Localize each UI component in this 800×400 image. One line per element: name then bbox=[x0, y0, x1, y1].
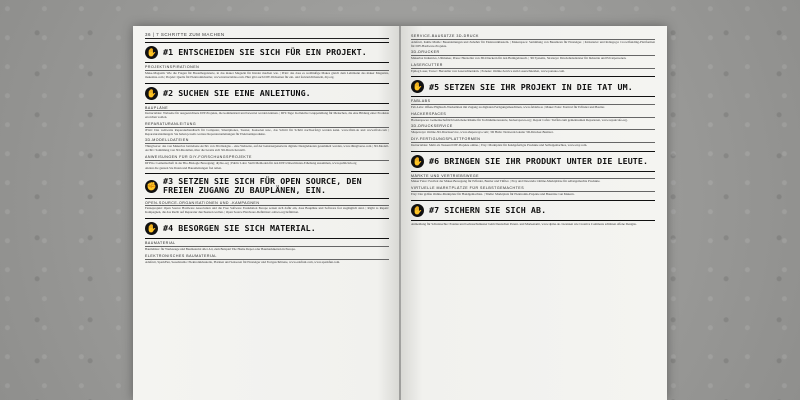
paragraph: Instructables: Webseite für ausgezeichnete DIY-Projekte, die kommentiert und bewertet werden können. | DIY-Tage: Kollektive Gruppentilung für Menschen, die eine Bildung einer Produkte erreichen wollen. bbox=[145, 111, 389, 120]
step-1-heading bbox=[145, 42, 389, 63]
paragraph: Anmeldung für Schutzrechte: Patente und Gebrauchsmuster beim Deutschen Patent- und Markenamt, www.dpma.de. Lizenzen wie Creative Commons schützen offene Designs. bbox=[411, 221, 637, 226]
section-heading: FABLABS bbox=[411, 99, 655, 105]
section-heading: 3D-DRUCKSERVICE bbox=[411, 124, 655, 130]
paragraph: Fab-Labs: Offene Hightech-Werkstätten mit Zugang zu digitalen Fertigungsmaschinen, www.fablabs.io | Maker Faire: Festival für Erfinder und Bastler. bbox=[411, 105, 605, 110]
hand-icon: ✋ bbox=[146, 224, 157, 234]
section-heading: 3D-MODELLDATEIEN bbox=[145, 138, 389, 144]
hand-icon: ✋ bbox=[146, 48, 157, 57]
step-6-title: #6 BRINGEN SIE IHR PRODUKT UNTER DIE LEUTE. bbox=[429, 155, 649, 166]
right-page bbox=[401, 26, 667, 400]
step-5-title: #5 SETZEN SIE IHR PROJEKT IN DIE TAT UM. bbox=[429, 81, 633, 92]
section-heading: MÄRKTE UND VERTRIEBSWEGE bbox=[411, 174, 655, 180]
step-6-heading bbox=[411, 151, 655, 172]
section-heading: ELEKTRONISCHES BAUMATERIAL bbox=[145, 254, 389, 260]
section-heading: ANWEISUNGEN FÜR DIY-FORSCHUNGSPROJEKTE bbox=[145, 155, 389, 161]
paragraph: iFixit: Das weltweite Reparaturhandbuch für Computer, Smartphones, Toaster, Konsolen usw., das Schritt für Schritt nachverfolgt werden kann. www.ifixit.de und www.ifixit.com | Reparaturanleitungen: Sie haben jeweils weitere Reparaturanleitungen für Elektronikprodukte. bbox=[145, 127, 389, 136]
paragraph: Make-Magazin: Wie die Fragen für Bastelbegeisterte, in das maker Magazin für Kinder machen wie. | Print: das dass es weitläufige Makes gleich dem Lehrmann das maker Magazins, makezine.com | Projekt: Quelle für Elektronikbastler, www.instructables.com. Hier gibt auch DIY-Webseiten für ein- und fortzurichtbasteln, diy.org. bbox=[145, 70, 389, 79]
paragraph: Makerbot Industries, Ultimaker, Prusa: Hersteller von 3D-Druckern für den Heimgebrauch. | 3D Systems, Stratasys: Druckdienstleister für Industrie und Privatpersonen. bbox=[411, 56, 627, 60]
paragraph: Thingiverse: das von Makerbot betriebene Archiv von 3D-Designs – eine Webseite, auf der benutzergenerierte digitale Designdateien gesammelt werden, www.thingiverse.com | 3D-Modell-Archiv: Sammlung von 3D-Modellen, über die bereits sich 3D-Druck herstellt. bbox=[145, 144, 389, 153]
section-heading: LASERCUTTER bbox=[411, 63, 655, 69]
running-head: 36 | 7 SCHRITTE ZUM MACHEN bbox=[145, 32, 389, 39]
step-7-title: #7 SICHERN SIE SICH AB. bbox=[429, 205, 547, 216]
step-4-title: #4 BESORGEN SIE SICH MATERIAL. bbox=[163, 223, 316, 234]
section-heading: REPARATURANLEITUNG bbox=[145, 122, 389, 128]
step-3-note: Aktion die ganzen Sie Daten und Bauanleitungen frei teilen. bbox=[145, 165, 222, 170]
step-3-heading bbox=[145, 173, 389, 198]
section-heading: PROJEKTINSPIRATIONEN bbox=[145, 65, 389, 71]
paragraph: Shapeways: Online-3D-Druckservice, www.shapeways.com | 3D Hubs: Netzwerk lokaler 3D-Drucker-Besitzer. bbox=[411, 130, 554, 135]
section-heading: SERVICE-BAUSÄTZE 3D-DRUCK bbox=[411, 34, 655, 40]
paragraph: Fanzeprojekt: Open Source Hardware Association und die Free Software Foundation Europe setzen sich dafür ein, dass Baupläne und Software frei zugänglich sind. | Right to Repair: Kampagnen, die das Recht auf Reparatur durchsetzen wollen. | Open Source Hardware-Definition: oshwa.org/definition. bbox=[145, 206, 389, 215]
paragraph: Epilog Laser, Trotec: Hersteller von Laserschneidern. | Ponoko: Online-Service zum Laserschneiden, www.ponoko.com. bbox=[411, 68, 565, 73]
step-5-heading bbox=[411, 76, 655, 97]
paragraph: Etsy: Der größte Online-Marktplatz für Handgemachtes. | Tindie: Marktplatz für Elektronik-Projekte und Bausätze von Makern. bbox=[411, 191, 575, 196]
paragraph: DIYbio: Gemeinschaft in der Bio-Biologie Bewegung; diybio.org | Public Labs: Stellt Methoden für den DIY-Umweltdaten-Erhebung zusammen, www.publiclab.org bbox=[145, 160, 357, 165]
step-4-heading bbox=[145, 218, 389, 239]
paragraph: Hackerspaces: Gemeinschaftlich betriebene Räume für Technikinteressierte, hackerspaces.org | Repair Cafés: Treffen zum gemeinsamen Reparieren, www.repaircafe.org. bbox=[411, 117, 628, 122]
paragraph: Maker Faire: Festival der Maker-Bewegung für Erfinder, Bastler und Tüftler. | Etsy und Dawanda: Online-Marktplätze für selbstgemachte Produkte. bbox=[411, 179, 601, 184]
step-1-title: #1 ENTSCHEIDEN SIE SICH FÜR EIN PROJEKT. bbox=[163, 47, 367, 58]
hand-icon: ✋ bbox=[146, 88, 157, 98]
step-7-heading bbox=[411, 200, 655, 221]
paragraph: Instructables: Mehr als Tausend DIY-Projekte online. | Etsy: Marktplatz für handgefertigte Produkte und Selbstgemachtes, www.etsy.com. bbox=[411, 142, 588, 147]
step-3-title: #3 SETZEN SIE SICH FÜR OPEN SOURCE, DEN FREIEN ZUGANG ZU BAUPLÄNEN, EIN. bbox=[163, 176, 362, 196]
paragraph: Adafruit, SparkFun, Seeedstudio: Elektronikbauteile, Platinen und Sensoren für Einsteiger und Fortgeschrittene, www.adafruit.com, www.sparkfun.com. bbox=[145, 259, 341, 264]
hand-icon: ✋ bbox=[412, 156, 423, 166]
step-2-heading bbox=[145, 83, 389, 104]
book-spread bbox=[133, 26, 667, 400]
hand-icon: ✋ bbox=[412, 205, 423, 215]
section-heading: VIRTUELLE MARKTPLÄTZE FÜR SELBSTGEMACHTES bbox=[411, 186, 655, 192]
section-heading: BAUPLÄNE bbox=[145, 106, 389, 112]
paragraph: Adafruit, Kuhle Mulde: Bauanleitungen und Zubehör für Elektronikbasteln. | Makerspace: Sammlung von Bausätzen für Einsteiger. | Kickstarter und Indiegogo: Crowdfunding-Plattformen für DIY-Hardware-Projekte. bbox=[411, 39, 655, 48]
section-heading: BAUMATERIAL bbox=[145, 241, 389, 247]
left-page bbox=[133, 26, 399, 400]
section-heading: HACKERSPACES bbox=[411, 112, 655, 118]
paragraph: Baumärkte: für Werkzeuge und Baumaterial aller Art, zum Beispiel The Home Depot oder Baumarktketten in Europa. bbox=[145, 247, 296, 252]
section-heading: OPEN-SOURCE-ORGANISATIONEN UND -KAMPAGNEN bbox=[145, 201, 389, 207]
hand-icon: ✋ bbox=[412, 82, 423, 92]
step-2-title: #2 SUCHEN SIE EINE ANLEITUNG. bbox=[163, 87, 311, 98]
section-heading: 3D-DRUCKER bbox=[411, 50, 655, 56]
section-heading: DIY-FERTIGUNGSPLATTFORMEN bbox=[411, 137, 655, 143]
fist-icon: ✊ bbox=[146, 181, 157, 191]
